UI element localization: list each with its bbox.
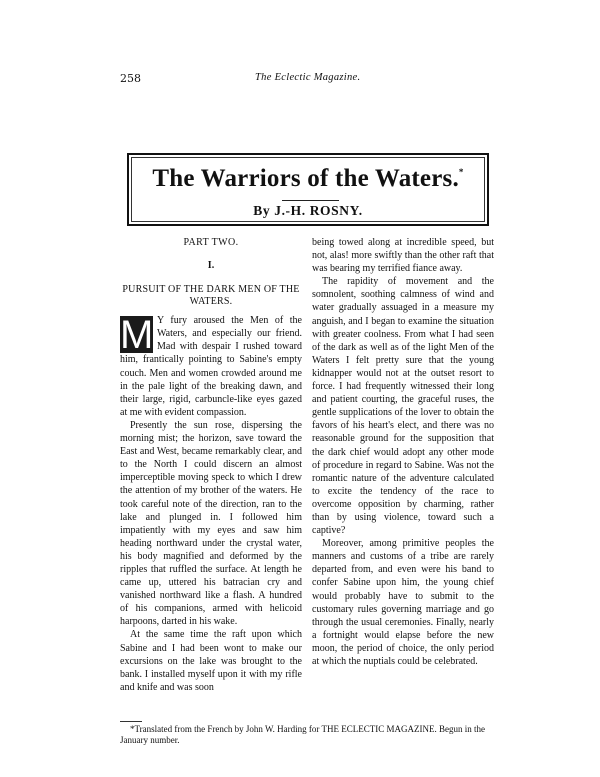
- chapter-number: I.: [207, 260, 215, 272]
- right-column: [312, 236, 494, 668]
- footnote: [120, 724, 500, 746]
- section-heading: PURSUIT OF THE DARK MEN OF THE WATERS.: [122, 284, 300, 308]
- running-head: [120, 72, 490, 88]
- footnote-text: *Translated from the French by John W. Harding for THE ECLECTIC MAGAZINE. Begun in the January number.: [120, 724, 485, 745]
- paragraph: Presently the sun rose, dispersing the morning mist; the horizon, save toward the East and West, became remarkably clear, and to the North I could discern an almost imperceptible moving speck to which I drew the attention of my brother of the waters. He took careful note of the direction, ran to the lake and plunged in. I followed him impatiently with my eyes and saw him heading northward under the crystal water, his body magnified and deformed by the ripples that ruffled the surface. At length he came up, uttered his batracian cry and vanished northward like a flash. A hundred of his companions, armed with helicoid harpoons, darted in his wake.: [120, 419, 302, 628]
- footnote-rule: [120, 721, 142, 722]
- paragraph: Y fury aroused the Men of the Waters, and especially our friend. Mad with despair I rushed toward him, frantically pointing to Sabine's empty couch. Men and women crowded around me in the pale light of the breaking dawn, and their large, rigid, carbuncle-like eyes gazed at me with evident compassion.: [120, 315, 302, 418]
- byline: By J.-H. ROSNY.: [253, 203, 363, 218]
- left-column: [120, 236, 302, 694]
- dropcap-letter: M: [120, 313, 154, 358]
- article-title: [129, 165, 487, 193]
- paragraph: At the same time the raft upon which Sabine and I had been wont to make our excursions on the lake was brought to the bank. I installed myself upon it with my rifle and knife and was soon: [120, 629, 302, 693]
- article-title-text: The Warriors of the Waters.: [152, 165, 459, 192]
- title-rule: [282, 200, 339, 201]
- opening-paragraph: [120, 314, 302, 419]
- title-box: [127, 153, 489, 226]
- paragraph: The rapidity of movement and the somnolent, soothing calmness of wind and water gradually assuaged in a measure my anguish, and I began to examine the situation with greater coolness. From what I had seen of the dark as well as of the light Men of the Waters I felt pretty sure that the young kidnapper would not at the outset resort to force. I had frequently witnessed their long and patient courting, the graceful ruses, the gentle supplications of the lover to obtain the favors of his heart's elect, and there was no reasonable ground for the supposition that the dark chief would adopt any other mode of procedure in regard to Sabine. Was not the romantic nature of the adventure calculated to excite the tendency of the race to overcome opposition by charming, rather than by using violence, toward such a captive?: [312, 276, 494, 537]
- paragraph: Moreover, among primitive peoples the manners and customs of a tribe are rarely departed from, and even were his band to confer Sabine upon him, the young chief would probably have to submit to the customary rules governing marriage and go through the usual ceremonies. Finally, nearly a fortnight would elapse before the new moon, the period of choice, the only period at which the nuptials could be celebrated.: [312, 538, 494, 667]
- part-heading: PART TWO.: [183, 237, 239, 248]
- footnote-marker: *: [458, 167, 464, 177]
- page-number: 258: [120, 72, 141, 85]
- magazine-title: The Eclectic Magazine.: [255, 72, 361, 83]
- paragraph: being towed along at incredible speed, but not, alas! more swiftly than the other raft that was bearing my terrified fiance away.: [312, 237, 494, 275]
